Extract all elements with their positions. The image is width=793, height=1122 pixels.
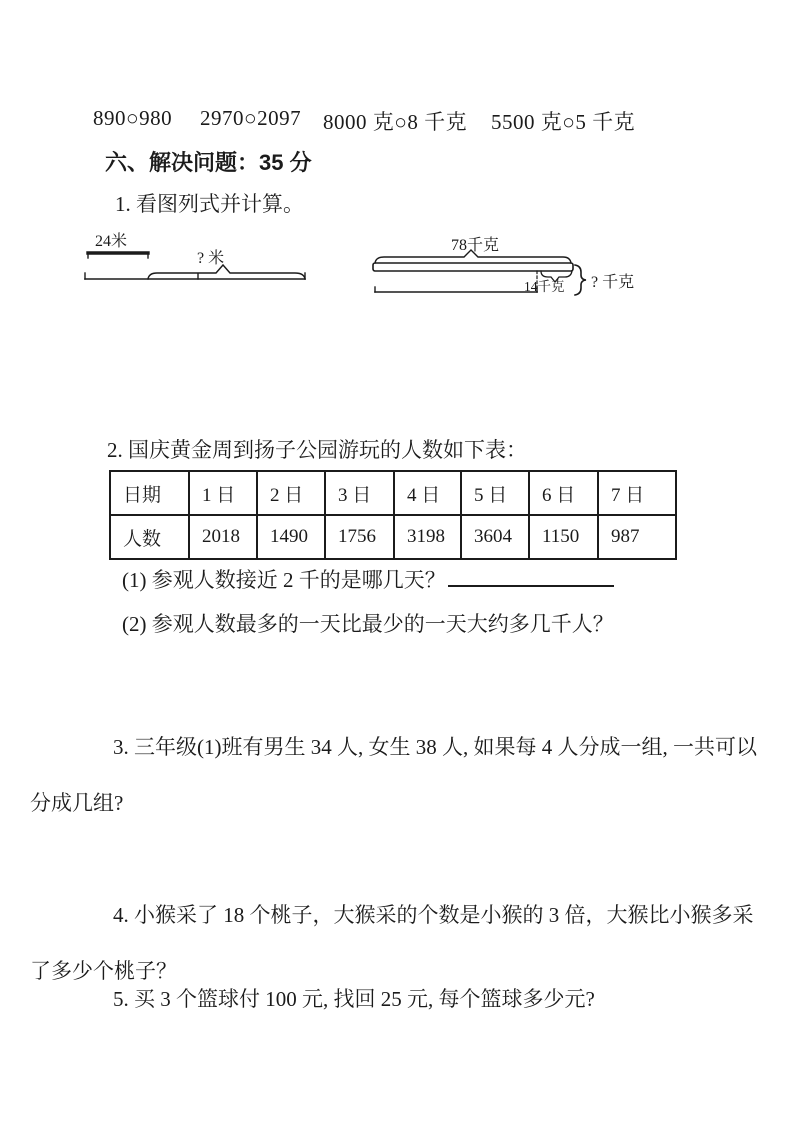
question-overbrace (148, 265, 305, 279)
segment-diagram-meters (83, 226, 323, 288)
table-cell: 日期 (110, 471, 189, 515)
comparison-item-1: 890○980 (93, 106, 173, 130)
table-cell: 5 日 (461, 471, 529, 515)
answer-blank (448, 571, 614, 587)
total-weight-label: ? 千克 (591, 274, 635, 291)
section-title: 六、解决问题：35 分 (105, 150, 312, 175)
question-length-label: ? 米 (197, 250, 225, 267)
question-2-sub-1-text: (1) 参观人数接近 2 千的是哪几天？ (122, 568, 446, 592)
table-cell: 1490 (257, 515, 325, 559)
table-cell: 3198 (394, 515, 461, 559)
bar-diagram-kilograms (363, 224, 643, 302)
visitors-table (109, 470, 677, 560)
table-cell: 1 日 (189, 471, 257, 515)
difference-weight-label: 14千克 (524, 279, 565, 294)
top-weight-label: 78千克 (451, 237, 500, 254)
table-cell: 3 日 (325, 471, 394, 515)
table-cell: 3604 (461, 515, 529, 559)
total-right-brace (575, 265, 586, 295)
question-2-sub-2: (2) 参观人数最多的一天比最少的一天大约多几千人？ (122, 612, 614, 636)
question-5-text: 5. 买 3 个篮球付 100 元, 找回 25 元, 每个篮球多少元? (113, 987, 595, 1011)
question-3-text: 3. 三年级(1)班有男生 34 人, 女生 38 人, 如果每 4 人分成一组, 一共可以分成几组? (30, 735, 757, 815)
table-cell: 2 日 (257, 471, 325, 515)
table-cell: 6 日 (529, 471, 598, 515)
comparison-item-2: 2970○2097 (200, 106, 302, 130)
table-cell: 1150 (529, 515, 598, 559)
table-cell: 人数 (110, 515, 189, 559)
segment-length-label: 24米 (95, 233, 128, 250)
table-cell: 4 日 (394, 471, 461, 515)
question-2-text: 2. 国庆黄金周到扬子公园游玩的人数如下表： (107, 438, 527, 462)
table-cell: 987 (598, 515, 676, 559)
comparison-item-3: 8000 克○8 千克 (323, 110, 468, 134)
question-1-text: 1. 看图列式并计算。 (115, 192, 304, 216)
table-row-counts (110, 515, 676, 559)
top-bar (373, 263, 573, 271)
top-overbrace (375, 250, 571, 263)
table-cell: 1756 (325, 515, 394, 559)
comparison-item-4: 5500 克○5 千克 (491, 110, 636, 134)
table-cell: 2018 (189, 515, 257, 559)
table-cell: 7 日 (598, 471, 676, 515)
table-row-dates (110, 471, 676, 515)
question-4-text: 4. 小猴采了 18 个桃子，大猴采的个数是小猴的 3 倍，大猴比小猴多采了多少个桃子？ (30, 903, 754, 983)
question-2-sub-1 (122, 564, 614, 594)
